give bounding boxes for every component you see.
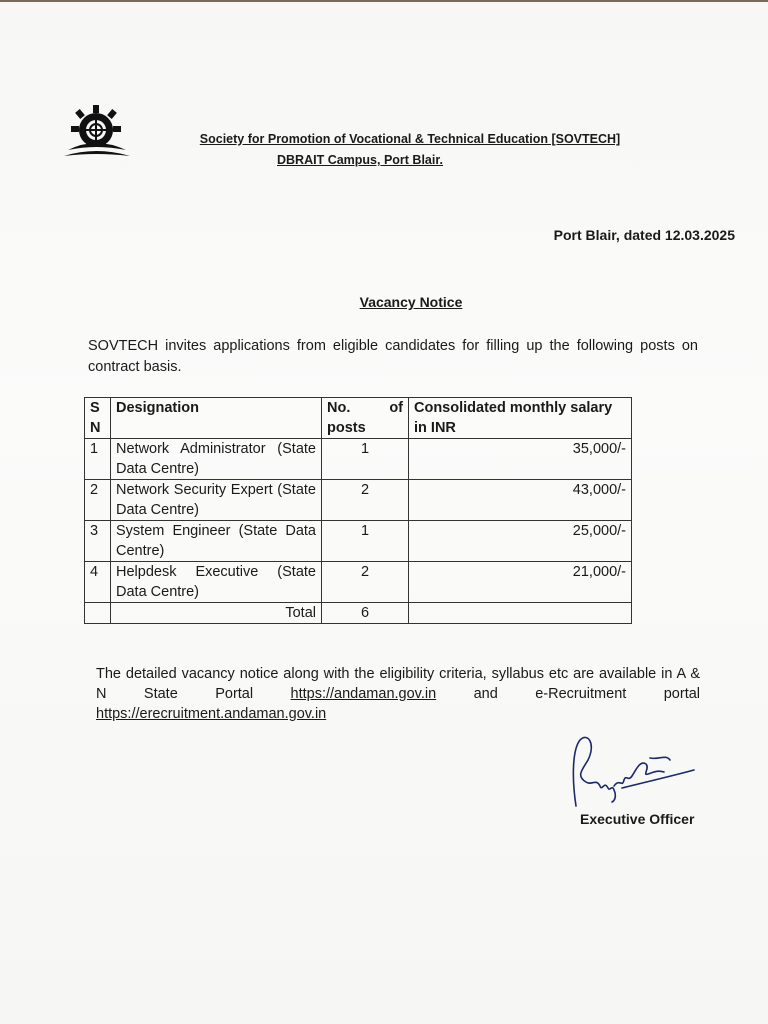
footer-text-a: The detailed vacancy notice along with the eligibility criteria, syllabus etc are available in A & N State Portal: [96, 666, 700, 702]
header-posts-no: No.: [327, 400, 351, 416]
total-salary-empty: [409, 603, 632, 624]
row-designation: Network Security Expert (State Data Centre): [111, 480, 322, 521]
signatory-title: Executive Officer: [580, 811, 695, 827]
row-designation: System Engineer (State Data Centre): [111, 521, 322, 562]
row-sn: 1: [85, 439, 111, 480]
total-sn-empty: [85, 603, 111, 624]
header-sn: S N: [85, 398, 111, 439]
vacancy-table: [84, 397, 632, 624]
row-posts: 2: [322, 480, 409, 521]
footer-paragraph: [96, 664, 700, 724]
header-salary: Consolidated monthly salary in INR: [409, 398, 632, 439]
link-erecruitment-portal[interactable]: https://erecruitment.andaman.gov.in: [96, 706, 327, 722]
org-header: [150, 132, 670, 167]
table-total-row: [85, 603, 632, 624]
table-row: [85, 439, 632, 480]
row-sn: 4: [85, 562, 111, 603]
header-posts: [322, 398, 409, 439]
total-posts: 6: [322, 603, 409, 624]
org-campus: DBRAIT Campus, Port Blair.: [277, 153, 443, 167]
org-name: Society for Promotion of Vocational & Technical Education [SOVTECH]: [199, 132, 621, 146]
table-row: [85, 562, 632, 603]
link-state-portal[interactable]: https://andaman.gov.in: [290, 686, 437, 702]
table-row: [85, 480, 632, 521]
table-row: [85, 521, 632, 562]
row-salary: 35,000/-: [409, 439, 632, 480]
header-posts-of: of: [389, 400, 403, 416]
signature-icon: [562, 730, 712, 810]
notice-date: Port Blair, dated 12.03.2025: [553, 227, 735, 243]
row-salary: 25,000/-: [409, 521, 632, 562]
row-designation: Helpdesk Executive (State Data Centre): [111, 562, 322, 603]
table-header-row: [85, 398, 632, 439]
header-posts-posts: posts: [327, 420, 366, 436]
row-sn: 3: [85, 521, 111, 562]
intro-paragraph: SOVTECH invites applications from eligible candidates for filling up the following posts on contract basis.: [88, 338, 698, 375]
row-designation: Network Administrator (State Data Centre): [111, 439, 322, 480]
row-salary: 43,000/-: [409, 480, 632, 521]
row-posts: 1: [322, 521, 409, 562]
footer-text-b: and e-Recruitment portal: [436, 686, 701, 702]
row-sn: 2: [85, 480, 111, 521]
row-salary: 21,000/-: [409, 562, 632, 603]
row-posts: 2: [322, 562, 409, 603]
notice-title: Vacancy Notice: [359, 294, 463, 310]
document-page: [0, 2, 768, 1024]
row-posts: 1: [322, 439, 409, 480]
total-label: Total: [111, 603, 322, 624]
header-designation: Designation: [111, 398, 322, 439]
